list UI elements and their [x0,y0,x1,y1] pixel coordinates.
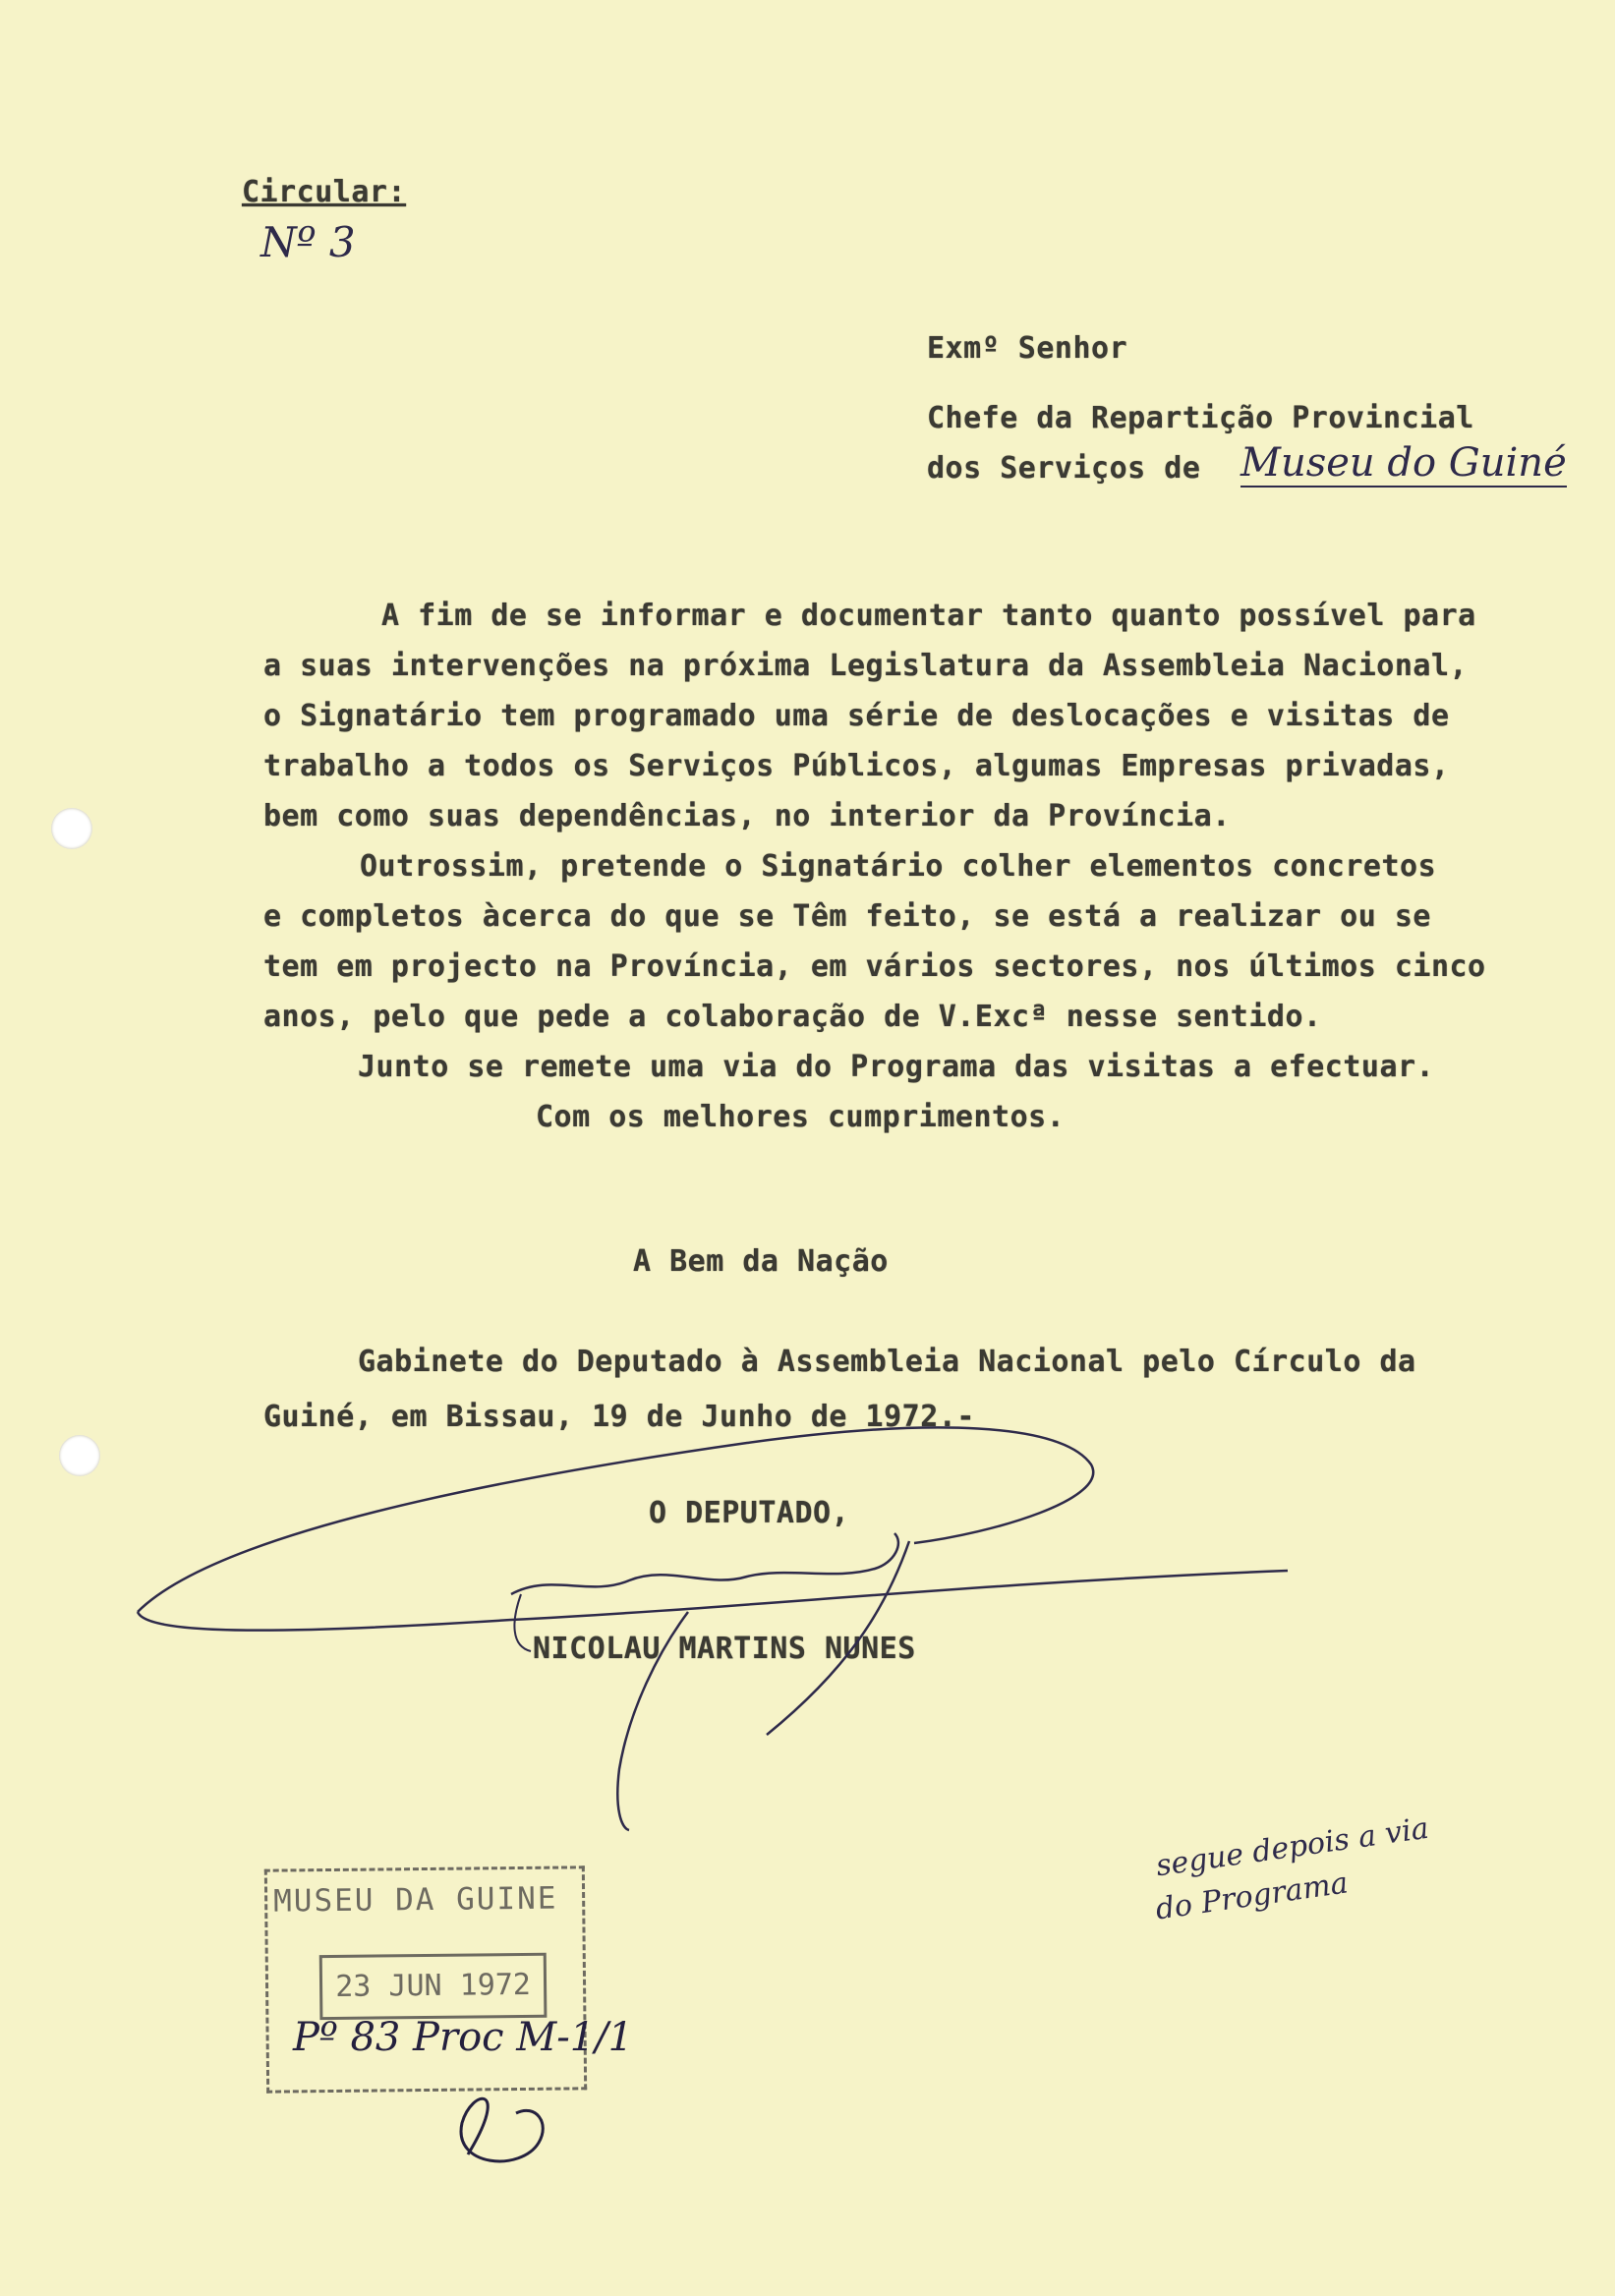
process-reference: Pº 83 Proc M-1/1 [293,2015,634,2060]
body-line-7: e completos àcerca do que se Têm feito, se está a realizar ou se [263,899,1431,934]
circular-number: Nº 3 [260,218,356,266]
body-line-5: bem como suas dependências, no interior da Província. [263,799,1231,833]
place-line-1: Gabinete do Deputado à Assembleia Nacional pelo Círculo da [358,1345,1416,1379]
body-line-1: A fim de se informar e documentar tanto quanto possível para [381,599,1476,633]
body-line-2: a suas intervenções na próxima Legislatura da Assembleia Nacional, [263,649,1469,683]
body-line-10: Junto se remete uma via do Programa das visitas a efectuar. [358,1050,1435,1084]
body-line-9: anos, pelo que pede a colaboração de V.Excª nesse sentido. [263,1000,1322,1034]
place-line-2: Guiné, em Bissau, 19 de Junho de 1972.- [263,1400,975,1434]
body-line-6: Outrossim, pretende o Signatário colher elementos concretos [360,849,1437,884]
stamp-institution: MUSEU DA GUINE [272,1880,558,1920]
body-line-8: tem em projecto na Província, em vários sectores, nos últimos cinco [263,949,1486,984]
closing-motto: A Bem da Nação [633,1244,889,1279]
margin-note-line1: segue depois a via [1153,1810,1431,1884]
addressee-handwritten-service: Museu do Guiné [1240,440,1567,486]
stamp-date: 23 JUN 1972 [319,1953,548,2020]
body-line-3: o Signatário tem programado uma série de deslocações e visitas de [263,699,1450,733]
body-line-4: trabalho a todos os Serviços Públicos, algumas Empresas privadas, [263,749,1450,783]
margin-note-line2: do Programa [1153,1866,1351,1927]
body-line-11: Com os melhores cumprimentos. [536,1100,1066,1134]
punch-hole-bottom [59,1435,100,1476]
salutation: Exmº Senhor [927,331,1128,366]
signatory-name: NICOLAU MARTINS NUNES [533,1632,916,1666]
signatory-title: O DEPUTADO, [649,1496,850,1530]
addressee-line2-prefix: dos Serviços de [927,451,1201,486]
punch-hole-top [51,808,92,849]
circular-heading: Circular: [242,175,407,209]
addressee-line1: Chefe da Repartição Provincial [927,401,1474,435]
